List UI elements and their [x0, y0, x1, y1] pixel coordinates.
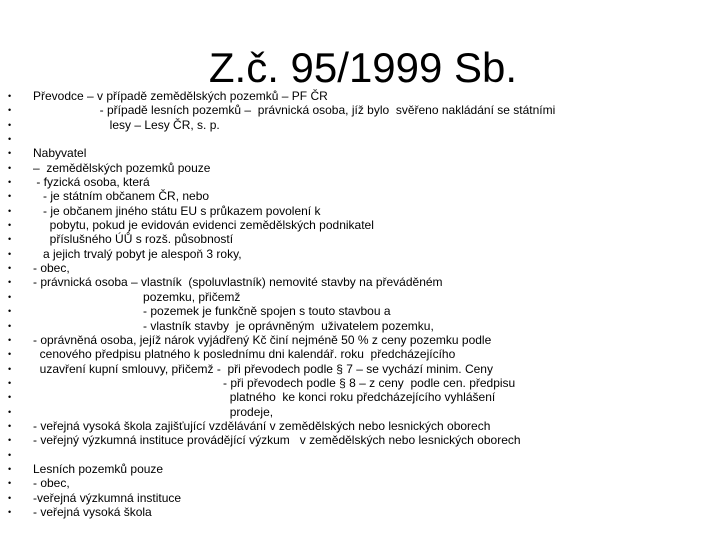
bullet-icon: • [8, 119, 12, 130]
bullet-icon: • [8, 377, 12, 388]
bullet-icon: • [8, 435, 12, 446]
bullet-icon: • [8, 277, 12, 288]
bullet-icon: • [8, 148, 12, 159]
bullet-icon: • [8, 177, 12, 188]
list-item-text: -veřejná výzkumná instituce [33, 490, 182, 505]
list-item-text: Převodce – v případě zemědělských pozemků – PF ČR [33, 89, 328, 103]
list-item-text: uzavření kupní smlouvy, přičemž - při převodech podle § 7 – se vychází minim. Ceny [33, 361, 493, 376]
bullet-icon: • [8, 463, 12, 474]
bullet-icon: • [8, 363, 12, 374]
list-item-text: - oprávněná osoba, jejíž nárok vyjádřený Kč činí nejméně 50 % z ceny pozemku podle [33, 332, 492, 347]
slide-title: Z.č. 95/1999 Sb. [208, 44, 518, 91]
list-item-text: - veřejný výzkumná instituce provádějící výzkum v zemědělských nebo lesnických oborech [33, 433, 521, 448]
list-item-text: cenového předpisu platného k poslednímu dni kalendář. roku předcházejícího [33, 347, 456, 362]
list-item-text: příslušného ÚŮ s rozš. působností [33, 232, 234, 247]
list-item-text: - při převodech podle § 8 – z ceny podle cen. předpisu [33, 375, 516, 390]
list-item-text: Nabyvatel [33, 146, 87, 161]
list-item-text: - je občanem jiného státu EU s průkazem povolení k [33, 203, 321, 218]
bullet-icon: • [8, 478, 12, 489]
bullet-icon: • [8, 191, 12, 202]
list-item-text: - je státním občanem ČR, nebo [33, 189, 210, 204]
list-item-text: - fyzická osoba, která [33, 175, 150, 190]
list-item-text: prodeje, [33, 404, 274, 419]
bullet-icon: • [8, 234, 12, 245]
bullet-icon: • [8, 349, 12, 360]
bullet-icon: • [8, 162, 12, 173]
bullet-icon: • [8, 205, 12, 216]
list-item-text: pobytu, pokud je evidován evidenci zemědělských podnikatel [33, 218, 374, 233]
bullet-icon: • [8, 492, 12, 503]
list-item-text: - obec, [33, 476, 70, 491]
list-item-text: - veřejná vysoká škola zajišťující vzdělávání v zemědělských nebo lesnických oborech [33, 418, 491, 433]
bullet-icon: • [8, 306, 12, 317]
bullet-icon: • [8, 506, 12, 517]
bullet-icon: • [8, 392, 12, 403]
list-item-text: pozemku, přičemž [33, 289, 241, 304]
bullet-icon: • [8, 320, 12, 331]
bullet-icon: • [8, 334, 12, 345]
bullet-icon: • [8, 91, 12, 101]
bullet-icon: • [8, 134, 12, 145]
list-item-text: - případě lesních pozemků – právnická osoba, jíž bylo svěřeno nakládání se státními [33, 103, 556, 118]
list-item-text: - obec, [33, 261, 70, 276]
bullet-icon: • [8, 449, 12, 460]
bullet-icon: • [8, 248, 12, 259]
list-item-text: Lesních pozemků pouze [33, 461, 164, 476]
bullet-icon: • [8, 420, 12, 431]
list-item-text: - právnická osoba – vlastník (spoluvlastník) nemovité stavby na převáděném [33, 275, 443, 290]
list-item-text: – zemědělských pozemků pouze [33, 160, 211, 175]
list-item-text: lesy – Lesy ČR, s. p. [33, 117, 220, 132]
list-item-text: a jejich trvalý pobyt je alespoň 3 roky, [33, 246, 242, 261]
bullet-icon: • [8, 406, 12, 417]
list-item-text: - veřejná vysoká škola [33, 504, 152, 519]
list-item-text: - pozemek je funkčně spojen s touto stavbou a [33, 304, 391, 319]
bullet-icon: • [8, 220, 12, 231]
bullet-icon: • [8, 263, 12, 274]
list-item-text: platného ke konci roku předcházejícího vyhlášení [33, 390, 496, 405]
list-item-text: - vlastník stavby je oprávněným uživatelem pozemku, [33, 318, 434, 333]
bullet-icon: • [8, 291, 12, 302]
bullet-icon: • [8, 105, 12, 116]
